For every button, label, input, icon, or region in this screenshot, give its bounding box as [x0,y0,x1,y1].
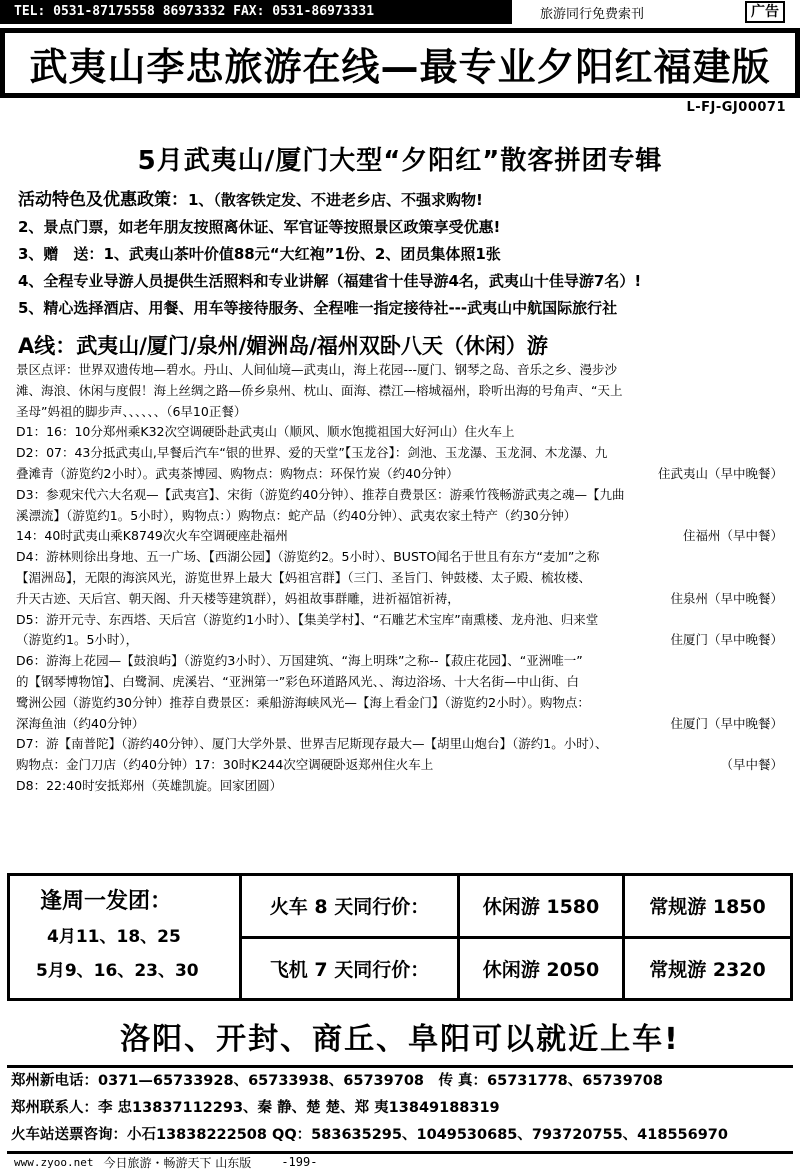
page-footer [0,1153,800,1171]
itinerary-line: 圣母”妈祖的脚步声、、、、、、（6早10正餐） [16,403,247,419]
price-mode: 飞机 7 天同行价： [242,939,460,999]
agency-contact: TEL: 0531-87175558 86973332 FAX: 0531-86973331 [0,0,512,24]
itinerary-line: 滩、海浪、休闲与度假！海上丝绸之路—侨乡泉州、枕山、面海、襟江—榕城福州，聆听出海的号角声、“天上 [16,382,623,398]
itinerary-line: D2：07：43分抵武夷山,早餐后汽车“银的世界、爱的天堂”【玉龙谷】：剑池、玉龙瀑、玉龙洞、木龙瀑、九 [16,445,608,461]
price-regular: 常规游 2320 [649,958,766,981]
itinerary-text: 深海鱼油（约40分钟） [16,715,145,731]
title-banner-inner [5,33,795,93]
itinerary-text: 叠滩青（游览约2小时）。武夷茶博园、购物点：购物点：环保竹炭（约40分钟） [16,465,459,481]
policy-item: 4、全程专业导游人员提供生活照料和专业讲解（福建省十佳导游4名，武夷山十佳导游7名）! [18,272,642,290]
itinerary-text: 升天古迹、天后宫、朝天阁、升天楼等建筑群），妈祖故事群雕，进祈福馆祈祷， [16,590,460,606]
banner-title: 武夷山李忠旅游在线—最专业夕阳红福建版 [29,44,771,89]
may-dates: 5月9、16、23、30 [36,961,199,981]
itinerary-line [16,755,791,776]
itinerary-line: D5：游开元寺、东西塔、天后宫（游览约1小时）、【集美学村】、“石雕艺术宝库”南熏楼、龙舟池、归来堂 [16,611,599,627]
contact-line: 郑州新电话：0371—65733928、65733938、65739708 传 真：65731778、65739708 [11,1073,663,1089]
itinerary-line: 溪漂流】（游览约1。5小时），购物点：）购物点：蛇产品（约40分钟）、武夷农家土特产（约30分钟） [16,507,577,523]
policy-text: 1、（散客铁定发、不进老乡店、不强求购物! [188,191,483,209]
pickup-notice: 洛阳、开封、商丘、阜阳可以就近上车! [120,1022,680,1057]
price-regular: 常规游 1850 [649,896,766,919]
itinerary-line [16,464,791,485]
itinerary-text: 14：40时武夷山乘K8749次火车空调硬座赴福州 [16,528,288,544]
price-table [7,873,793,1001]
day-stay: 住福州（早中餐） [682,528,783,544]
ad-badge: 广告 [745,1,785,23]
itinerary-day-8 [16,776,791,797]
footer-slogan: 今日旅游・畅游天下 山东版 [103,1155,252,1170]
contacts-section [7,1065,793,1154]
itinerary [16,360,791,797]
itinerary-text: 购物点：金门刀店（约40分钟）17：30时K244次空调硬卧返郑州住火车上 [16,757,434,773]
itinerary-line: 景区点评：世界双遗传地—碧水。丹山、人间仙境—武夷山，海上花园---厦门、钢琴之岛、音乐之乡、漫步沙 [16,362,618,377]
day-stay: （早中餐） [720,757,783,773]
itinerary-line: D4：游林则徐出身地、五一广场、【西湖公园】（游览约2。5小时）、BUSTO闻名于世且有东方“麦加”之称 [16,549,600,565]
free-index-label: 旅游同行免费索刊 [540,6,645,22]
itinerary-day-3 [16,485,791,547]
day-stay: 住厦门（早中晚餐） [670,715,783,731]
itinerary-line: D6：游海上花园—【鼓浪屿】（游览约3小时）、万国建筑、“海上明珠”之称--【菽庄花园】、“亚洲唯一” [16,653,583,669]
itinerary-line [16,630,791,651]
price-mode: 火车 8 天同行价： [242,876,460,936]
itinerary-day-4 [16,547,791,609]
price-row-train [242,876,790,936]
policy-item: 5、精心选择酒店、用餐、用车等接待服务、全程唯一指定接待社---武夷山中航国际旅行社 [18,299,618,317]
policies-section [18,187,793,322]
top-bar [0,0,800,24]
day-stay: 住厦门（早中晚餐） [670,632,783,648]
schedule-title: 逢周一发团： [40,889,173,914]
license-code: L-FJ-GJ00071 [686,100,786,115]
route-title: A线：武夷山/厦门/泉州/媚洲岛/福州双卧八天（休闲）游 [18,334,548,358]
departure-dates [10,876,242,998]
price-row-flight [242,936,790,999]
contact-line: 郑州联系人：李 忠13837112293、秦 静、楚 楚、郑 夷13849188319 [11,1100,500,1116]
page-number: -199- [281,1155,318,1169]
itinerary-day-2 [16,443,791,485]
price-leisure: 休闲游 1580 [460,876,625,936]
day-stay: 住泉州（早中晚餐） [670,590,783,606]
itinerary-day-5 [16,610,791,652]
itinerary-line: 的【钢琴博物馆】、白鹭洞、虎溪岩、“亚洲第一”彩色环道路风光、、海边浴场、十大名街—中山街、白 [16,673,579,689]
policy-item: 2、景点门票，如老年朋友按照离休证、军官证等按照景区政策享受优惠! [18,218,501,236]
policy-item [18,187,793,214]
itinerary-line: 【湄洲岛】，无限的海滨风光，游览世界上最大【妈祖宫群】（三门、圣旨门、钟鼓楼、太子殿、梳妆楼、 [16,569,592,585]
itinerary-line: D8：22:40时安抵郑州（英雄凯旋。回家团圆） [16,777,283,793]
itinerary-text: （游览约1。5小时）， [16,632,139,648]
april-dates: 4月11、18、25 [47,927,181,947]
itinerary-line [16,526,791,547]
policies-lead: 活动特色及优惠政策： [18,190,188,210]
price-grid [242,876,790,998]
itinerary-line: D1：16：10分郑州乘K32次空调硬卧赴武夷山（顺风、顺水饱揽祖国大好河山）住火车上 [16,424,515,440]
itinerary-line: D3：参观宋代六大名观—【武夷宫】、宋街（游览约40分钟）、推荐自费景区：游乘竹筏畅游武夷之魂—【九曲 [16,486,625,502]
contact-line: 火车站送票咨询：小石13838222508 QQ：583635295、1049530685、793720755、418556970 [11,1127,728,1143]
itinerary-day-6 [16,651,791,734]
day-stay: 住武夷山（早中晚餐） [657,465,783,481]
itinerary-day-7 [16,734,791,776]
itinerary-line [16,714,791,735]
title-banner [0,28,800,98]
itinerary-line: 鹭洲公园（游览约30分钟）推荐自费景区：乘船游海峡风光—【海上看金门】（游览约2小时）。购物点： [16,694,590,710]
page-headline: 5月武夷山/厦门大型“夕阳红”散客拼团专辑 [137,146,663,176]
price-leisure: 休闲游 2050 [460,939,625,999]
policy-item: 3、赠 送：1、武夷山茶叶价值88元“大红袍”1份、2、团员集体照1张 [18,245,501,263]
itinerary-line [16,589,791,610]
itinerary-intro [16,360,791,422]
itinerary-day-1 [16,422,791,443]
itinerary-line: D7：游【南普陀】（游约40分钟）、厦门大学外景、世界吉尼斯现存最大—【胡里山炮台】（游约1。小时）、 [16,736,608,752]
footer-site: www.zyoo.net [14,1155,94,1169]
